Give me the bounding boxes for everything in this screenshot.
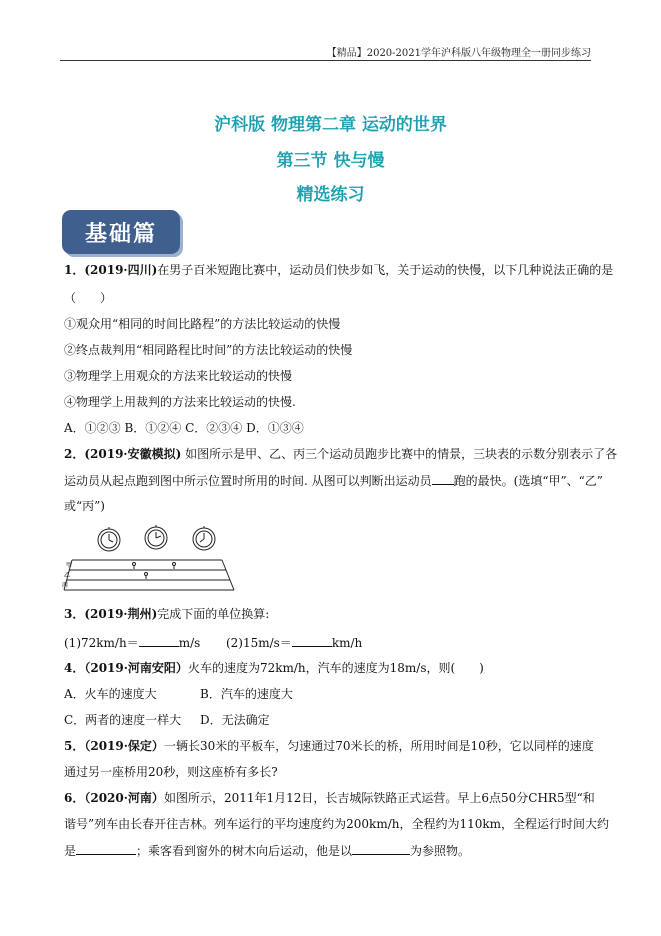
race-track-figure — [64, 522, 236, 592]
q5-text-1: 一辆长30米的平板车，匀速通过70米长的桥，所用时间是10秒，它以同样的速度 — [163, 739, 594, 753]
q2-number: 2． — [64, 447, 85, 461]
q3-number: 3． — [64, 607, 85, 621]
q2-stem — [64, 446, 617, 462]
header-rule — [60, 60, 591, 61]
q5-source: （2019·保定） — [84, 739, 164, 753]
q1-item-3: ③物理学上用观众的方法来比较运动的快慢 — [64, 369, 293, 383]
q5-line-2: 通过另一座桥用20秒，则这座桥有多长? — [64, 765, 278, 779]
q2-text-2b: 跑的最快。(选填“甲”、“乙” — [453, 474, 603, 488]
q1-text: 在男子百米短跑比赛中，运动员们快步如飞，关于运动的快慢，以下几种说法正确的是 — [157, 263, 614, 277]
q6-blank-2[interactable] — [352, 842, 410, 855]
basic-section-badge: 基础篇 — [62, 210, 180, 254]
q2-line-3: 或“丙”) — [64, 499, 105, 513]
q1-stem — [64, 262, 613, 278]
q4-stem — [64, 660, 484, 676]
q3-stem — [64, 606, 269, 622]
lane-label-3: 丙 — [62, 582, 69, 589]
q3-conversions — [64, 634, 362, 651]
q3-blank-2[interactable] — [292, 634, 332, 647]
q2-text-2a: 运动员从起点跑到图中所示位置时所用的时间. 从图可以判断出运动员 — [64, 474, 432, 488]
q6-line-2: 谐号”列车由长春开往吉林。列车运行的平均速度约为200km/h，全程约为110km，全程运行时间大约 — [64, 817, 610, 831]
q2-source: (2019·安徽模拟) — [84, 447, 182, 461]
q3-blank-1[interactable] — [139, 634, 179, 647]
sub-title: 精选练习 — [296, 185, 365, 205]
q1-number: 1． — [64, 263, 85, 277]
q1-item-4: ④物理学上用裁判的方法来比较运动的快慢. — [64, 395, 296, 409]
section-title: 第三节 快与慢 — [276, 151, 385, 171]
q6-text-3b: ；乘客看到窗外的树木向后运动，他是以 — [136, 844, 353, 858]
q6-blank-1[interactable] — [76, 842, 136, 855]
q1-paren: （ ） — [64, 291, 113, 305]
q4-option-b: B．汽车的速度大 — [200, 687, 293, 701]
q6-line-3 — [64, 842, 470, 859]
q6-number: 6． — [64, 791, 85, 805]
q1-source: (2019·四川) — [84, 263, 158, 277]
q6-text-1: 如图所示，2011年1月12日，长吉城际铁路正式运营。早上6点50分CHR5型“和 — [163, 791, 595, 805]
q6-stem — [64, 790, 595, 806]
main-title: 沪科版 物理第二章 运动的世界 — [214, 115, 447, 135]
lane-label-2: 乙 — [64, 572, 71, 579]
q3-part2-a: (2)15m/s＝ — [225, 636, 292, 650]
q3-part1-a: (1)72km/h＝ — [64, 636, 139, 650]
q4-option-d: D．无法确定 — [200, 713, 270, 727]
q4-options-row-2 — [64, 712, 270, 728]
q5-number: 5． — [64, 739, 85, 753]
q3-part2-b: km/h — [331, 636, 363, 650]
q4-option-c: C．两者的速度一样大 — [64, 713, 182, 727]
q6-text-3a: 是 — [64, 844, 77, 858]
q6-text-3c: 为参照物。 — [410, 844, 471, 858]
track-lanes — [64, 560, 234, 590]
stopwatch-icon-1 — [98, 527, 120, 551]
stopwatch-icon-3 — [193, 526, 215, 550]
q4-options-row-1 — [64, 686, 293, 702]
lane-label-1: 甲 — [66, 562, 73, 569]
q2-line-2 — [64, 472, 603, 489]
q4-source: （2019·河南安阳） — [84, 661, 188, 675]
q1-options: A．①②③ B．①②④ C．②③④ D．①③④ — [64, 421, 304, 435]
q4-text: 火车的速度为72km/h，汽车的速度为18m/s，则( ) — [187, 661, 484, 675]
q1-item-1: ①观众用“相同的时间比路程”的方法比较运动的快慢 — [64, 317, 341, 331]
q1-item-2: ②终点裁判用“相同路程比时间”的方法比较运动的快慢 — [64, 343, 353, 357]
q3-part1-b: m/s — [178, 636, 201, 650]
q3-source: (2019·荆州) — [84, 607, 158, 621]
q6-source: （2020·河南） — [84, 791, 164, 805]
q5-stem — [64, 738, 594, 754]
runner-icons — [133, 563, 176, 580]
q2-answer-blank[interactable] — [432, 472, 454, 485]
q3-text: 完成下面的单位换算: — [157, 607, 270, 621]
stopwatch-icon-2 — [145, 525, 167, 549]
header-text: 【精品】2020-2021学年沪科版八年级物理全一册同步练习 — [326, 48, 591, 59]
q4-option-a: A．火车的速度大 — [64, 687, 157, 701]
q4-number: 4． — [64, 661, 85, 675]
q2-text-1: 如图所示是甲、乙、丙三个运动员跑步比赛中的情景，三块表的示数分别表示了各 — [185, 447, 618, 461]
